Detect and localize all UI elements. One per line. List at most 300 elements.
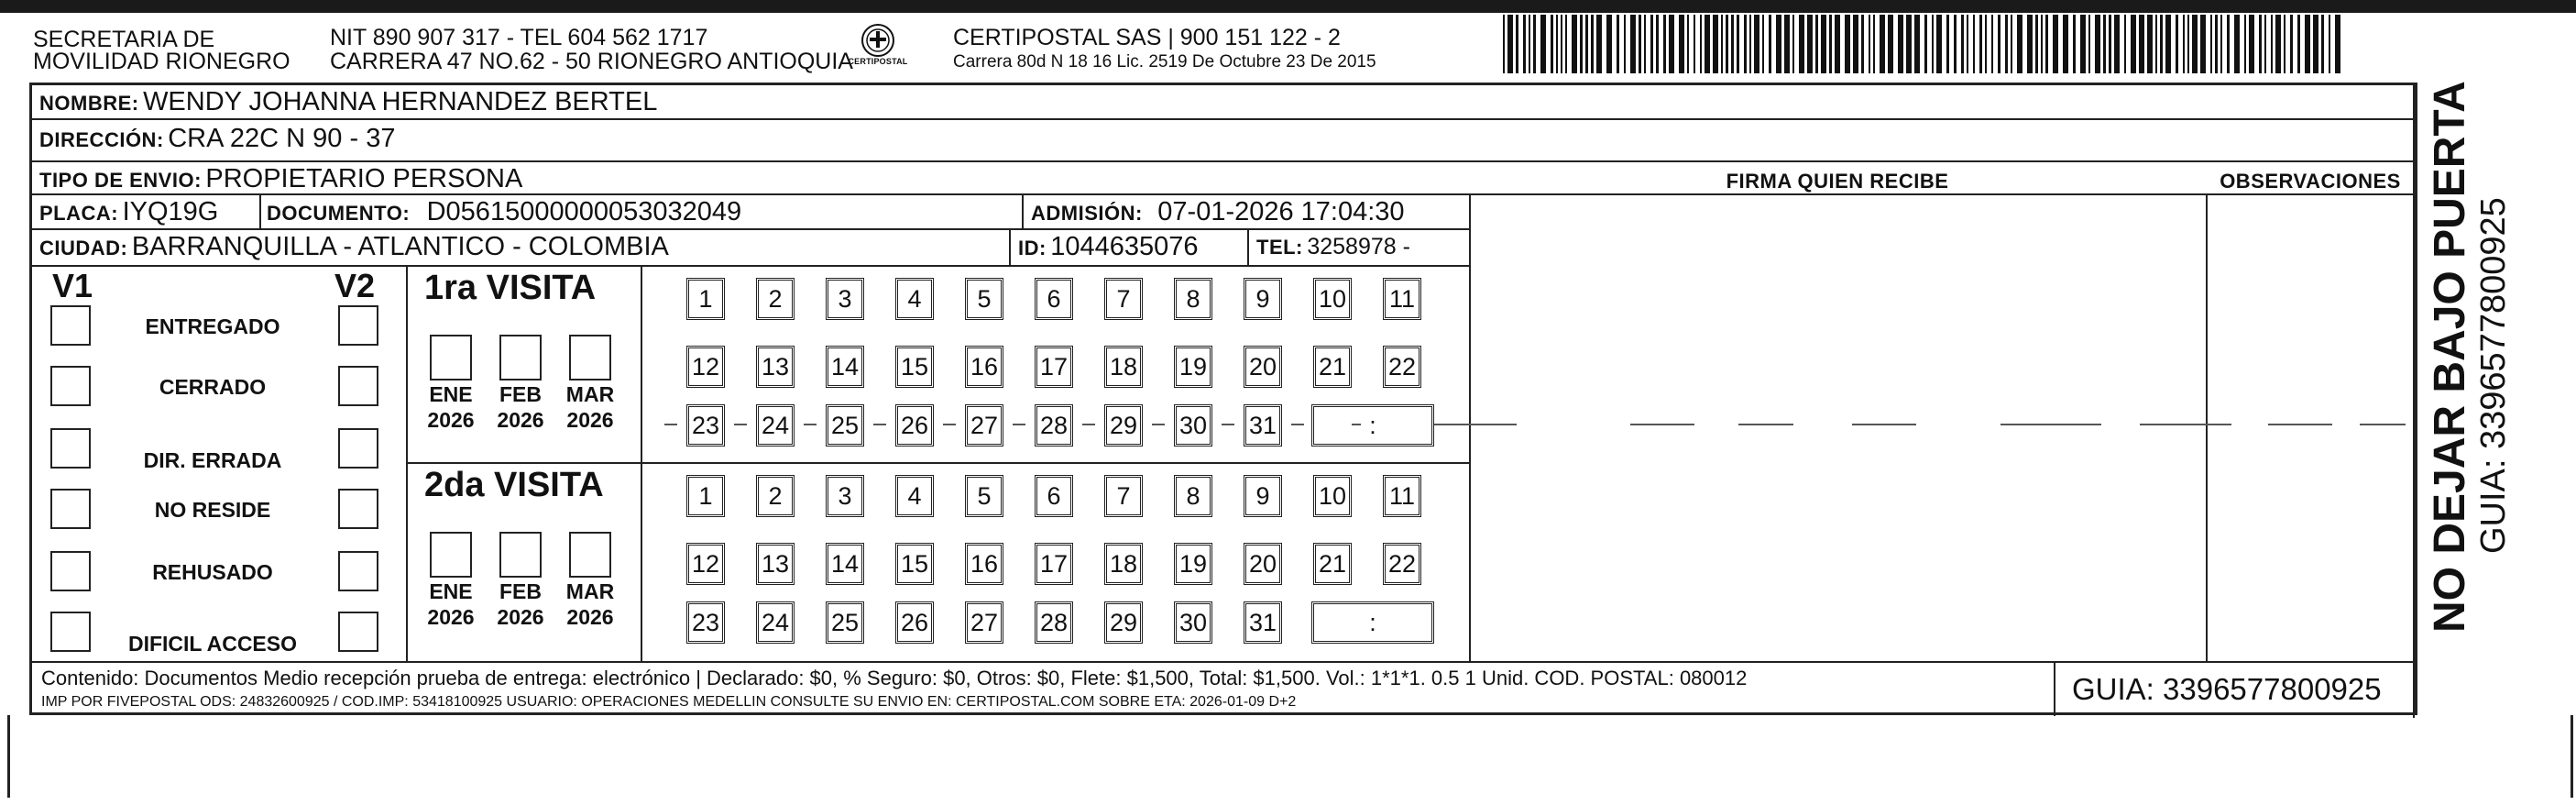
- barcode-bar: [1898, 15, 1903, 73]
- imp-text: IMP POR FIVEPOSTAL ODS: 24832600925 / COD.IMP: 53418100925 USUARIO: OPERACIONES MEDELLIN CONSULTE SU ENVIO EN: CERTIPOSTAL.COM SOBRE ETA: 2026-01-09 D+2: [41, 694, 1297, 710]
- day-box[interactable]: 6: [1035, 475, 1073, 517]
- day-box[interactable]: 9: [1244, 278, 1282, 320]
- barcode-bar: [1799, 15, 1804, 73]
- barcode-bar: [2227, 15, 2230, 73]
- day-box[interactable]: 20: [1244, 346, 1282, 388]
- right-edge: [2413, 85, 2415, 718]
- barcode-bar: [2220, 15, 2222, 73]
- barcode-bar: [1914, 15, 1920, 73]
- barcode-bar: [1591, 15, 1594, 73]
- direccion-label: DIRECCIÓN:: [39, 128, 164, 151]
- barcode-bar: [1565, 15, 1567, 73]
- barcode: [1503, 15, 2346, 73]
- status-reason-label: NO RESIDE: [154, 498, 271, 522]
- fold-dash: [1352, 424, 1361, 425]
- year-label: 2026: [497, 605, 544, 629]
- fold-dash: [2360, 424, 2406, 425]
- nit-line: NIT 890 907 317 - TEL 604 562 1717: [330, 25, 708, 50]
- barcode-bar: [1551, 15, 1553, 73]
- time-box[interactable]: :: [1311, 601, 1434, 644]
- barcode-bar: [2155, 15, 2157, 73]
- day-box[interactable]: 26: [895, 404, 934, 447]
- day-box[interactable]: 25: [826, 601, 864, 644]
- barcode-bar: [1792, 15, 1794, 73]
- day-box[interactable]: 10: [1313, 475, 1352, 517]
- barcode-bar: [1985, 15, 1987, 73]
- barcode-bar: [1979, 15, 1982, 73]
- row-divider: [32, 160, 2415, 162]
- org-name-line1: SECRETARIA DE: [33, 27, 215, 52]
- ciudad-label: CIUDAD:: [39, 237, 128, 259]
- barcode-bar: [2035, 15, 2038, 73]
- visit-title: 2da VISITA: [424, 466, 604, 504]
- month-checkbox[interactable]: [430, 532, 472, 578]
- barcode-bar: [2103, 15, 2106, 73]
- v1-checkbox[interactable]: [50, 305, 91, 346]
- barcode-bar: [1888, 15, 1893, 73]
- tipo-envio-value: PROPIETARIO PERSONA: [205, 164, 523, 193]
- day-box[interactable]: 22: [1383, 543, 1421, 585]
- year-label: 2026: [427, 408, 475, 432]
- barcode-bar: [2109, 15, 2111, 73]
- barcode-bar: [2088, 15, 2090, 73]
- license-line: Carrera 80d N 18 16 Lic. 2519 De Octubre 23 De 2015: [953, 52, 1376, 72]
- barcode-bar: [2176, 15, 2178, 73]
- v2-checkbox[interactable]: [338, 305, 378, 346]
- direccion-value: CRA 22C N 90 - 37: [168, 124, 396, 153]
- barcode-bar: [1694, 15, 1695, 73]
- org-name-line2: MOVILIDAD RIONEGRO: [33, 49, 290, 74]
- barcode-bar: [1869, 15, 1870, 73]
- barcode-bar: [2284, 15, 2286, 73]
- placa-label: PLACA:: [39, 202, 119, 225]
- barcode-bar: [1523, 15, 1526, 73]
- day-box[interactable]: 30: [1174, 601, 1212, 644]
- tipo-envio-row: [39, 164, 522, 194]
- day-box[interactable]: 9: [1244, 475, 1282, 517]
- day-box[interactable]: 28: [1035, 601, 1073, 644]
- barcode-bar: [1705, 15, 1710, 73]
- barcode-bar: [2187, 15, 2189, 73]
- barcode-bar: [1769, 15, 1771, 73]
- barcode-bar: [1639, 15, 1641, 73]
- visit-title: 1ra VISITA: [424, 269, 597, 307]
- barcode-bar: [1932, 15, 1934, 73]
- barcode-bar: [2329, 15, 2330, 73]
- day-box[interactable]: 4: [895, 475, 934, 517]
- barcode-bar: [2313, 15, 2318, 73]
- day-box[interactable]: 24: [756, 601, 795, 644]
- barcode-bar: [1873, 15, 1875, 73]
- day-box[interactable]: 2: [756, 278, 795, 320]
- barcode-bar: [1713, 15, 1718, 73]
- day-box[interactable]: 8: [1174, 278, 1212, 320]
- barcode-bar: [2210, 15, 2212, 73]
- barcode-bar: [1845, 15, 1850, 73]
- day-box[interactable]: 24: [756, 404, 795, 447]
- day-box[interactable]: 5: [965, 278, 1003, 320]
- day-box[interactable]: 3: [826, 475, 864, 517]
- barcode-bar: [1700, 15, 1702, 73]
- day-box[interactable]: 31: [1244, 601, 1282, 644]
- tel-field: [1256, 234, 1410, 260]
- status-reason-label: ENTREGADO: [145, 314, 280, 338]
- day-box[interactable]: 17: [1035, 543, 1073, 585]
- day-box[interactable]: 26: [895, 601, 934, 644]
- barcode-bar: [1815, 15, 1818, 73]
- barcode-bar: [2027, 15, 2033, 73]
- v2-checkbox[interactable]: [338, 428, 378, 469]
- id-value: 1044635076: [1050, 232, 1199, 261]
- barcode-bar: [1644, 15, 1646, 73]
- contenido-text: Contenido: Documentos Medio recepción prueba de entrega: electrónico | Declarado: $0, % Seguro: $0, Otros: $0, Flete: $1,500, Total: $1,500. Vol.: 1*1*1. 0.5 1 Unid. COD. POSTAL: 080012: [41, 667, 1748, 689]
- tel-label: TEL:: [1256, 236, 1303, 259]
- barcode-bar: [1776, 15, 1781, 73]
- month-checkbox[interactable]: [569, 532, 611, 578]
- month-label: ENE: [429, 382, 473, 406]
- nombre-row: [39, 87, 657, 117]
- barcode-bar: [1998, 15, 2001, 73]
- time-box[interactable]: :: [1311, 404, 1434, 447]
- barcode-bar: [1516, 15, 1518, 73]
- day-box[interactable]: 8: [1174, 475, 1212, 517]
- barcode-bar: [1731, 15, 1734, 73]
- barcode-bar: [1669, 15, 1674, 73]
- day-box[interactable]: 28: [1035, 404, 1073, 447]
- barcode-bar: [1749, 15, 1751, 73]
- v2-checkbox[interactable]: [338, 366, 378, 406]
- barcode-bar: [2124, 15, 2126, 73]
- barcode-bar: [1924, 15, 1927, 73]
- day-box[interactable]: 7: [1104, 278, 1143, 320]
- barcode-bar: [2160, 15, 2163, 73]
- barcode-bar: [2011, 15, 2012, 73]
- barcode-bar: [2264, 15, 2266, 73]
- barcode-bar: [2321, 15, 2324, 73]
- day-box[interactable]: 11: [1383, 475, 1421, 517]
- barcode-bar: [2275, 15, 2281, 73]
- fold-dash: [1738, 424, 1793, 425]
- barcode-bar: [2200, 15, 2206, 73]
- barcode-bar: [1585, 15, 1588, 73]
- barcode-bar: [2192, 15, 2198, 73]
- day-box[interactable]: 23: [686, 601, 725, 644]
- status-reason-label: REHUSADO: [152, 560, 273, 584]
- fold-dash: [1152, 424, 1165, 425]
- day-box[interactable]: 2: [756, 475, 795, 517]
- barcode-bar: [2073, 15, 2076, 73]
- v1-checkbox[interactable]: [50, 612, 91, 652]
- month-label: MAR: [565, 382, 615, 406]
- fold-dash: [2001, 424, 2101, 425]
- day-box[interactable]: 27: [965, 601, 1003, 644]
- barcode-bar: [1829, 15, 1832, 73]
- barcode-bar: [1835, 15, 1840, 73]
- barcode-bar: [1503, 15, 1505, 73]
- row-divider: [32, 228, 1469, 230]
- company-line: CERTIPOSTAL SAS | 900 151 122 - 2: [953, 25, 1341, 50]
- fold-dash: [943, 424, 956, 425]
- barcode-bar: [1606, 15, 1612, 73]
- barcode-bar: [2335, 15, 2340, 73]
- barcode-bar: [2259, 15, 2262, 73]
- barcode-bar: [2147, 15, 2153, 73]
- barcode-bar: [1936, 15, 1942, 73]
- day-box[interactable]: 4: [895, 278, 934, 320]
- barcode-bar: [1737, 15, 1739, 73]
- barcode-bar: [1754, 15, 1759, 73]
- barcode-bar: [2017, 15, 2022, 73]
- v1-checkbox[interactable]: [50, 366, 91, 406]
- barcode-bar: [2297, 15, 2300, 73]
- tipo-envio-label: TIPO DE ENVIO:: [39, 169, 202, 192]
- month-checkbox[interactable]: [499, 532, 542, 578]
- barcode-bar: [2045, 15, 2048, 73]
- barcode-bar: [1572, 15, 1577, 73]
- fold-dash: [1852, 424, 1916, 425]
- day-box[interactable]: 17: [1035, 346, 1073, 388]
- day-box[interactable]: 29: [1104, 601, 1143, 644]
- barcode-bar: [1679, 15, 1684, 73]
- day-box[interactable]: 19: [1174, 346, 1212, 388]
- barcode-bar: [1880, 15, 1885, 73]
- barcode-bar: [2080, 15, 2086, 73]
- row-divider: [32, 265, 1469, 267]
- fold-dash: [2268, 424, 2332, 425]
- ciudad-field: [39, 232, 669, 262]
- ciudad-value: BARRANQUILLA - ATLANTICO - COLOMBIA: [131, 232, 669, 261]
- day-box[interactable]: 16: [965, 346, 1003, 388]
- status-reason-label: DIFICIL ACCESO: [127, 632, 297, 656]
- day-box[interactable]: 29: [1104, 404, 1143, 447]
- fold-dash: [804, 424, 817, 425]
- fold-dash: [2140, 424, 2231, 425]
- day-box[interactable]: 19: [1174, 543, 1212, 585]
- placa-divider: [259, 193, 261, 228]
- v2-checkbox[interactable]: [338, 551, 378, 591]
- day-box[interactable]: 14: [826, 543, 864, 585]
- fold-dash: [1630, 424, 1694, 425]
- tel-divider: [1247, 228, 1249, 265]
- barcode-bar: [1954, 15, 1957, 73]
- barcode-bar: [1561, 15, 1562, 73]
- placa-value: IYQ19G: [122, 197, 219, 226]
- year-label: 2026: [427, 605, 475, 629]
- day-box[interactable]: 20: [1244, 543, 1282, 585]
- day-box[interactable]: 18: [1104, 543, 1143, 585]
- status-reason-label: DIR. ERRADA: [143, 448, 282, 472]
- fold-dash: [734, 424, 747, 425]
- barcode-bar: [2063, 15, 2068, 73]
- barcode-bar: [2249, 15, 2254, 73]
- barcode-bar: [1529, 15, 1530, 73]
- barcode-bar: [1507, 15, 1513, 73]
- day-box[interactable]: 21: [1313, 346, 1352, 388]
- day-box[interactable]: 6: [1035, 278, 1073, 320]
- id-field: [1018, 232, 1199, 262]
- day-box[interactable]: 30: [1174, 404, 1212, 447]
- barcode-bar: [1556, 15, 1558, 73]
- barcode-bar: [1533, 15, 1536, 73]
- observaciones-header: OBSERVACIONES: [2220, 170, 2401, 193]
- nombre-value: WENDY JOHANNA HERNANDEZ BERTEL: [143, 87, 658, 116]
- barcode-bar: [2305, 15, 2310, 73]
- day-box[interactable]: 13: [756, 543, 795, 585]
- barcode-bar: [1861, 15, 1864, 73]
- admision-field: [1031, 197, 1405, 227]
- fold-dash: [664, 424, 677, 425]
- id-label: ID:: [1018, 237, 1047, 259]
- barcode-bar: [2290, 15, 2293, 73]
- day-box[interactable]: 14: [826, 346, 864, 388]
- barcode-bar: [1650, 15, 1653, 73]
- no-dejar-bajo-puerta: NO DEJAR BAJO PUERTA: [2426, 81, 2474, 633]
- delivery-form: [29, 83, 2417, 715]
- barcode-bar: [1596, 15, 1602, 73]
- documento-field: [267, 197, 741, 227]
- barcode-bar: [1784, 15, 1790, 73]
- barcode-bar: [1853, 15, 1858, 73]
- fold-dash: [1222, 424, 1234, 425]
- day-box[interactable]: 31: [1244, 404, 1282, 447]
- footer-divider: [32, 661, 2415, 663]
- day-box[interactable]: 15: [895, 543, 934, 585]
- barcode-bar: [2053, 15, 2058, 73]
- year-label: 2026: [566, 605, 614, 629]
- day-box[interactable]: 3: [826, 278, 864, 320]
- barcode-bar: [1726, 15, 1728, 73]
- barcode-bar: [2165, 15, 2171, 73]
- tel-value: 3258978 -: [1307, 234, 1410, 259]
- day-box[interactable]: 7: [1104, 475, 1143, 517]
- v1-checkbox[interactable]: [50, 489, 91, 529]
- day-box[interactable]: 18: [1104, 346, 1143, 388]
- barcode-bar: [1961, 15, 1964, 73]
- month-label: ENE: [429, 579, 473, 603]
- visit-days-divider: [641, 265, 642, 661]
- month-label: FEB: [499, 579, 542, 603]
- day-box[interactable]: 13: [756, 346, 795, 388]
- barcode-bar: [1821, 15, 1826, 73]
- day-box[interactable]: 12: [686, 543, 725, 585]
- visit-divider: [406, 462, 1469, 464]
- firma-header: FIRMA QUIEN RECIBE: [1726, 170, 1949, 193]
- day-box[interactable]: 1: [686, 475, 725, 517]
- day-box[interactable]: 25: [826, 404, 864, 447]
- barcode-bar: [2131, 15, 2136, 73]
- status-reason-label: CERRADO: [159, 375, 267, 399]
- nombre-label: NOMBRE:: [39, 92, 139, 115]
- day-box[interactable]: 5: [965, 475, 1003, 517]
- footer-guia-divider: [2054, 661, 2055, 716]
- barcode-bar: [2139, 15, 2144, 73]
- day-box[interactable]: 23: [686, 404, 725, 447]
- footer-guia: GUIA: 3396577800925: [2072, 672, 2382, 706]
- day-box[interactable]: 27: [965, 404, 1003, 447]
- barcode-bar: [1973, 15, 1975, 73]
- year-label: 2026: [497, 408, 544, 432]
- month-checkbox[interactable]: [430, 335, 472, 380]
- barcode-bar: [1744, 15, 1747, 73]
- day-box[interactable]: 11: [1383, 278, 1421, 320]
- barcode-bar: [1663, 15, 1666, 73]
- barcode-bar: [1617, 15, 1619, 73]
- fold-dash: [1434, 424, 1517, 425]
- logo-text: CERTIPOSTAL: [848, 57, 908, 66]
- barcode-bar: [2041, 15, 2043, 73]
- address-line: CARRERA 47 NO.62 - 50 RIONEGRO ANTIOQUIA: [330, 49, 853, 74]
- month-checkbox[interactable]: [569, 335, 611, 380]
- v2-checkbox[interactable]: [338, 489, 378, 529]
- fold-dash: [1013, 424, 1025, 425]
- v1-label: V1: [52, 267, 93, 304]
- v1-checkbox[interactable]: [50, 551, 91, 591]
- month-label: MAR: [565, 579, 615, 603]
- barcode-bar: [1946, 15, 1949, 73]
- year-label: 2026: [566, 408, 614, 432]
- top-edge-strip: [0, 0, 2576, 13]
- barcode-bar: [1967, 15, 1968, 73]
- barcode-bar: [1721, 15, 1723, 73]
- fold-dash: [1291, 424, 1304, 425]
- side-guia: GUIA: 3396577800925: [2474, 197, 2513, 554]
- barcode-bar: [1580, 15, 1583, 73]
- barcode-bar: [1656, 15, 1659, 73]
- day-box[interactable]: 15: [895, 346, 934, 388]
- barcode-bar: [2271, 15, 2273, 73]
- fold-dash: [1082, 424, 1095, 425]
- documento-label: DOCUMENTO:: [267, 202, 411, 225]
- direccion-row: [39, 124, 395, 154]
- month-checkbox[interactable]: [499, 335, 542, 380]
- v2-checkbox[interactable]: [338, 612, 378, 652]
- documento-value: D05615000000053032049: [426, 197, 742, 226]
- barcode-bar: [1540, 15, 1546, 73]
- day-box[interactable]: 1: [686, 278, 725, 320]
- v2-label: V2: [334, 267, 376, 304]
- barcode-bar: [2005, 15, 2008, 73]
- month-label: FEB: [499, 382, 542, 406]
- barcode-bar: [1906, 15, 1912, 73]
- barcode-bar: [1687, 15, 1689, 73]
- barcode-bar: [2095, 15, 2100, 73]
- barcode-bar: [1762, 15, 1764, 73]
- day-box[interactable]: 10: [1313, 278, 1352, 320]
- row-divider: [32, 118, 2415, 120]
- company-logo: [848, 22, 908, 70]
- barcode-bar: [2183, 15, 2185, 73]
- day-box[interactable]: 16: [965, 543, 1003, 585]
- day-box[interactable]: 12: [686, 346, 725, 388]
- barcode-bar: [2244, 15, 2246, 73]
- status-divider: [406, 265, 408, 661]
- barcode-bar: [1807, 15, 1813, 73]
- day-box[interactable]: 21: [1313, 543, 1352, 585]
- id-divider: [1009, 228, 1011, 265]
- barcode-bar: [2234, 15, 2240, 73]
- barcode-bar: [1991, 15, 1993, 73]
- fold-dash: [873, 424, 886, 425]
- barcode-bar: [1624, 15, 1626, 73]
- admision-value: 07-01-2026 17:04:30: [1157, 197, 1405, 226]
- admision-divider: [1022, 193, 1024, 228]
- placa-field: [39, 197, 218, 227]
- col-divider-firma: [1469, 193, 1471, 661]
- barcode-bar: [2215, 15, 2218, 73]
- day-box[interactable]: 22: [1383, 346, 1421, 388]
- admision-label: ADMISIÓN:: [1031, 202, 1143, 225]
- v1-checkbox[interactable]: [50, 428, 91, 469]
